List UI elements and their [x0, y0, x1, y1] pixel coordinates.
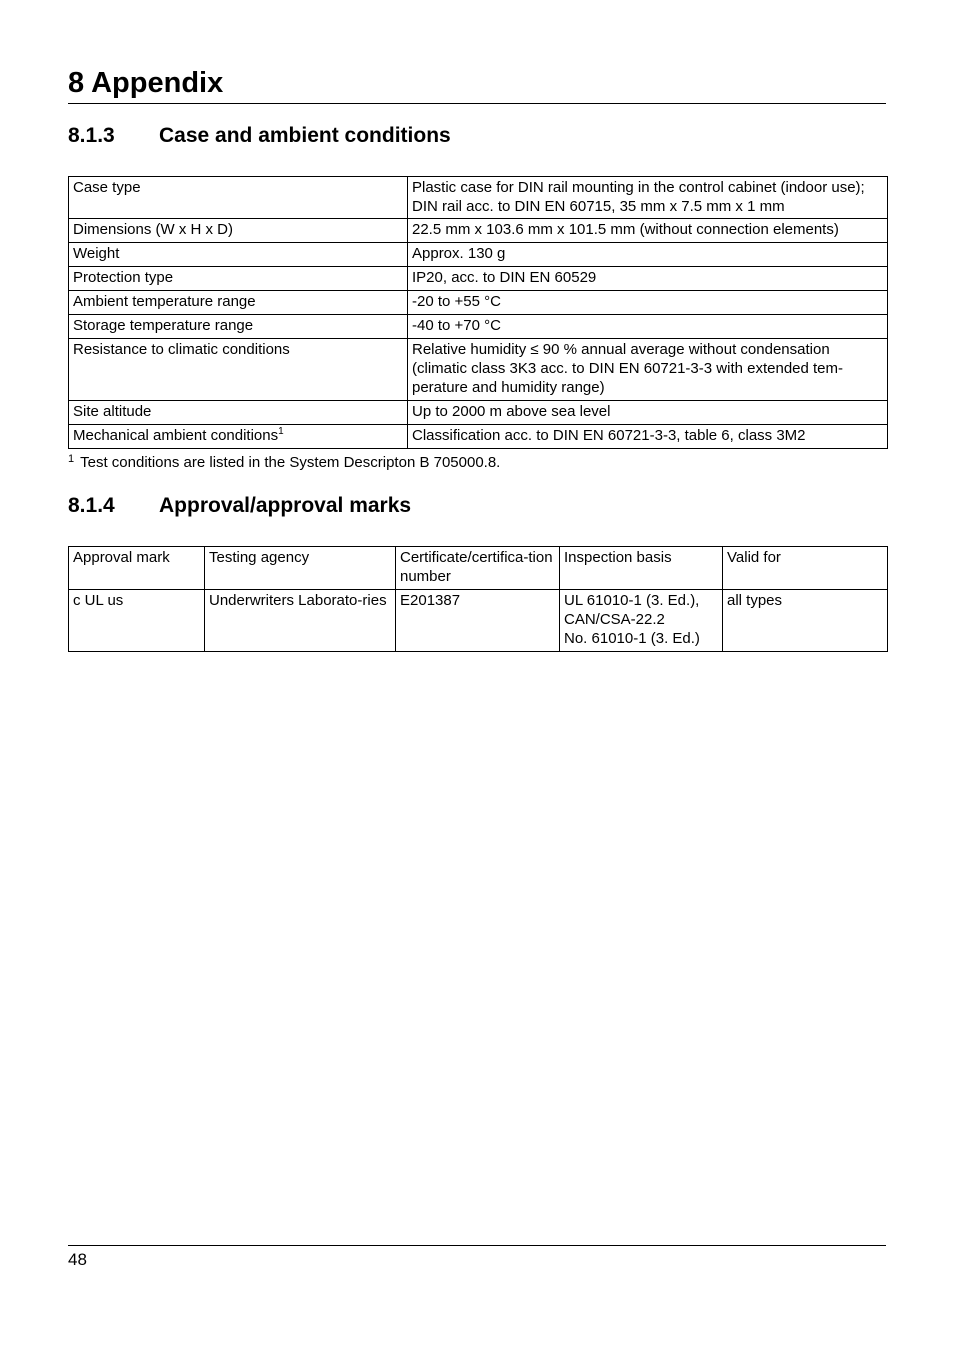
row-value: -40 to +70 °C: [408, 315, 888, 339]
cell-inspection-basis: [560, 590, 723, 652]
row-label: Protection type: [69, 267, 408, 291]
row-value: Plastic case for DIN rail mounting in the control cabinet (indoor use); DIN rail acc. to DIN EN 60715, 35 mm x 7.5 mm x 1 mm: [408, 177, 888, 219]
page-number: 48: [68, 1250, 87, 1269]
column-header-approval-mark: Approval mark: [69, 547, 205, 590]
footnote-text: Test conditions are listed in the System Descripton B 705000.8.: [80, 454, 501, 471]
row-value: Approx. 130 g: [408, 243, 888, 267]
footnote: [68, 450, 500, 472]
column-header-testing-agency: Testing agency: [205, 547, 396, 590]
section-number: 8.1.3: [68, 124, 115, 147]
section-heading-case-conditions: [68, 123, 451, 149]
row-value: 22.5 mm x 103.6 mm x 101.5 mm (without connection elements): [408, 219, 888, 243]
column-header-certificate-number: Certificate/certifica-tion number: [396, 547, 560, 590]
footnote-mark: 1: [68, 453, 75, 465]
table-row: [69, 243, 888, 267]
cell-approval-mark: c UL us: [69, 590, 205, 652]
inspection-basis-line: UL 61010-1 (3. Ed.),: [564, 592, 700, 609]
row-value: Classification acc. to DIN EN 60721-3-3, table 6, class 3M2: [408, 425, 888, 449]
cell-certificate-number: E201387: [396, 590, 560, 652]
inspection-basis-line: CAN/CSA-22.2: [564, 611, 665, 628]
footer-divider: [68, 1245, 886, 1246]
column-header-inspection-basis: Inspection basis: [560, 547, 723, 590]
table-row: [69, 315, 888, 339]
row-label: [69, 425, 408, 449]
row-value: IP20, acc. to DIN EN 60529: [408, 267, 888, 291]
row-label: Weight: [69, 243, 408, 267]
table-header-row: [69, 547, 888, 590]
table-row: [69, 339, 888, 401]
row-value: Up to 2000 m above sea level: [408, 401, 888, 425]
table-row: [69, 590, 888, 652]
inspection-basis-line: No. 61010-1 (3. Ed.): [564, 630, 700, 647]
case-conditions-table: [68, 176, 888, 449]
table-row: [69, 291, 888, 315]
footnote-reference: 1: [278, 426, 284, 437]
section-title: Approval/approval marks: [159, 494, 412, 517]
table-row: [69, 177, 888, 219]
section-title: Case and ambient conditions: [159, 124, 451, 147]
row-value: -20 to +55 °C: [408, 291, 888, 315]
row-label: Ambient temperature range: [69, 291, 408, 315]
section-heading-approval-marks: [68, 493, 411, 519]
chapter-divider: [68, 103, 886, 104]
table-row: [69, 425, 888, 449]
section-number: 8.1.4: [68, 494, 115, 517]
row-label: Resistance to climatic conditions: [69, 339, 408, 401]
row-label: Site altitude: [69, 401, 408, 425]
row-value: Relative humidity ≤ 90 % annual average without condensation (climatic class 3K3 acc. to DIN EN 60721-3-3 with extended tem-perature and humidity range): [408, 339, 888, 401]
table-row: [69, 267, 888, 291]
approval-marks-table: [68, 546, 888, 652]
row-label: Case type: [69, 177, 408, 219]
row-label: Dimensions (W x H x D): [69, 219, 408, 243]
chapter-title: 8 Appendix: [68, 67, 224, 99]
table-row: [69, 219, 888, 243]
column-header-valid-for: Valid for: [723, 547, 888, 590]
cell-testing-agency: Underwriters Laborato-ries: [205, 590, 396, 652]
cell-valid-for: all types: [723, 590, 888, 652]
table-row: [69, 401, 888, 425]
row-label: Storage temperature range: [69, 315, 408, 339]
row-label-text: Mechanical ambient conditions: [73, 427, 279, 444]
